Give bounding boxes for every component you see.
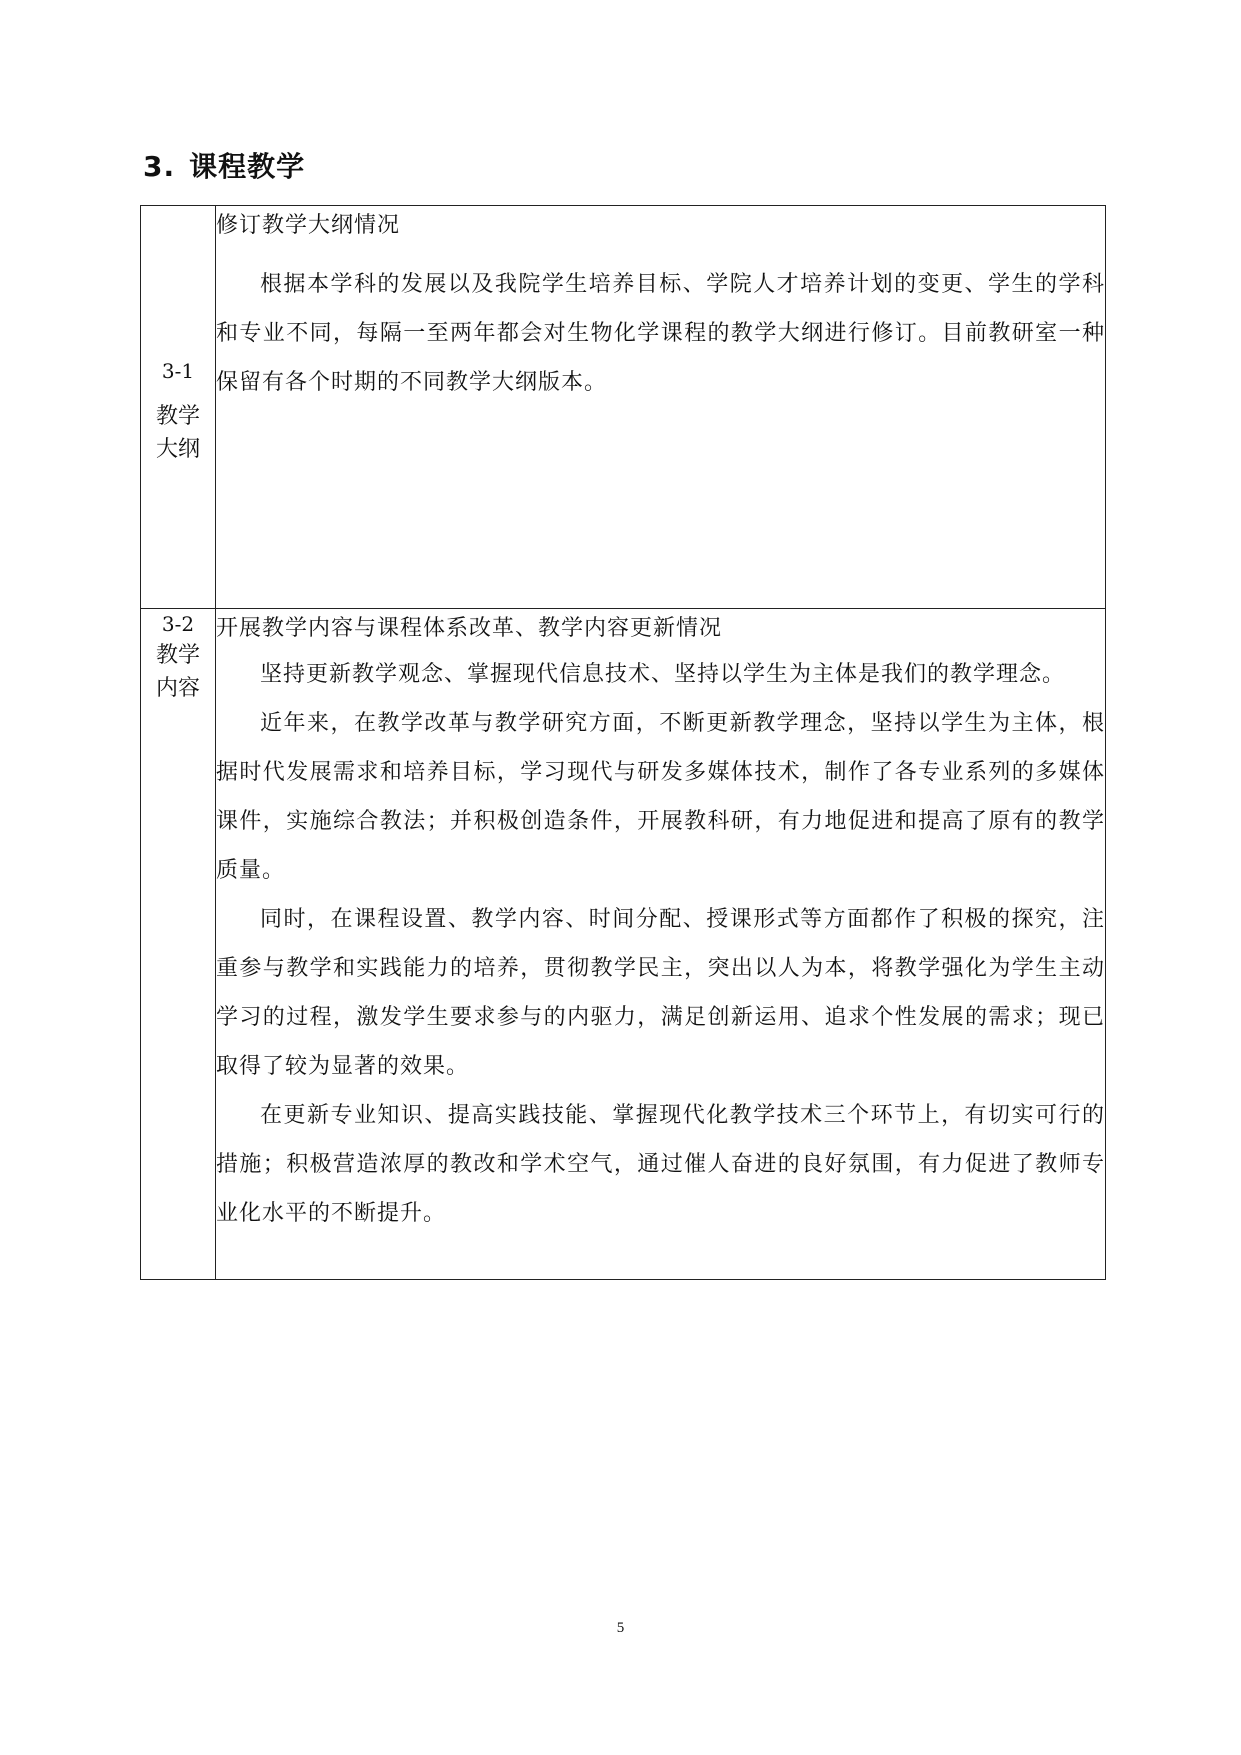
paragraph: 在更新专业知识、提高实践技能、掌握现代化教学技术三个环节上，有切实可行的措施；积极营造浓厚的教改和学术空气，通过催人奋进的良好氛围，有力促进了教师专业化水平的不断提升。 bbox=[216, 1103, 1105, 1226]
table-row bbox=[141, 206, 1106, 609]
row-code: 3-1 bbox=[161, 359, 195, 383]
row-label: 教学内容 bbox=[155, 643, 200, 701]
row-content-cell bbox=[216, 206, 1106, 609]
paragraph: 近年来，在教学改革与教学研究方面，不断更新教学理念，坚持以学生为主体，根据时代发展需求和培养目标，学习现代与研发多媒体技术，制作了各专业系列的多媒体课件，实施综合教法；并积极创造条件，开展教科研，有力地促进和提高了原有的教学质量。 bbox=[216, 711, 1105, 883]
cell-heading: 修订教学大纲情况 bbox=[216, 213, 401, 238]
course-teaching-table bbox=[140, 205, 1106, 1280]
table-row bbox=[141, 609, 1106, 1280]
paragraph: 根据本学科的发展以及我院学生培养目标、学院人才培养计划的变更、学生的学科和专业不同，每隔一至两年都会对生物化学课程的教学大纲进行修订。目前教研室一种保留有各个时期的不同教学大纲版本。 bbox=[216, 272, 1105, 395]
row-content-cell bbox=[216, 609, 1106, 1280]
page-number: 5 bbox=[616, 1620, 625, 1636]
row-label: 教学大纲 bbox=[155, 404, 200, 462]
section-title-text: 课程教学 bbox=[189, 150, 306, 183]
section-number: 3. bbox=[143, 150, 176, 183]
row-label-cell bbox=[141, 609, 216, 1280]
row-label-cell bbox=[141, 206, 216, 609]
cell-heading: 开展教学内容与课程体系改革、教学内容更新情况 bbox=[216, 616, 723, 641]
section-title bbox=[143, 150, 305, 184]
paragraph: 坚持更新教学观念、掌握现代信息技术、坚持以学生为主体是我们的教学理念。 bbox=[260, 662, 1066, 687]
row-code: 3-2 bbox=[161, 612, 195, 636]
paragraph: 同时，在课程设置、教学内容、时间分配、授课形式等方面都作了积极的探究，注重参与教学和实践能力的培养，贯彻教学民主，突出以人为本，将教学强化为学生主动学习的过程，激发学生要求参与的内驱力，满足创新运用、追求个性发展的需求；现已取得了较为显著的效果。 bbox=[216, 907, 1105, 1079]
